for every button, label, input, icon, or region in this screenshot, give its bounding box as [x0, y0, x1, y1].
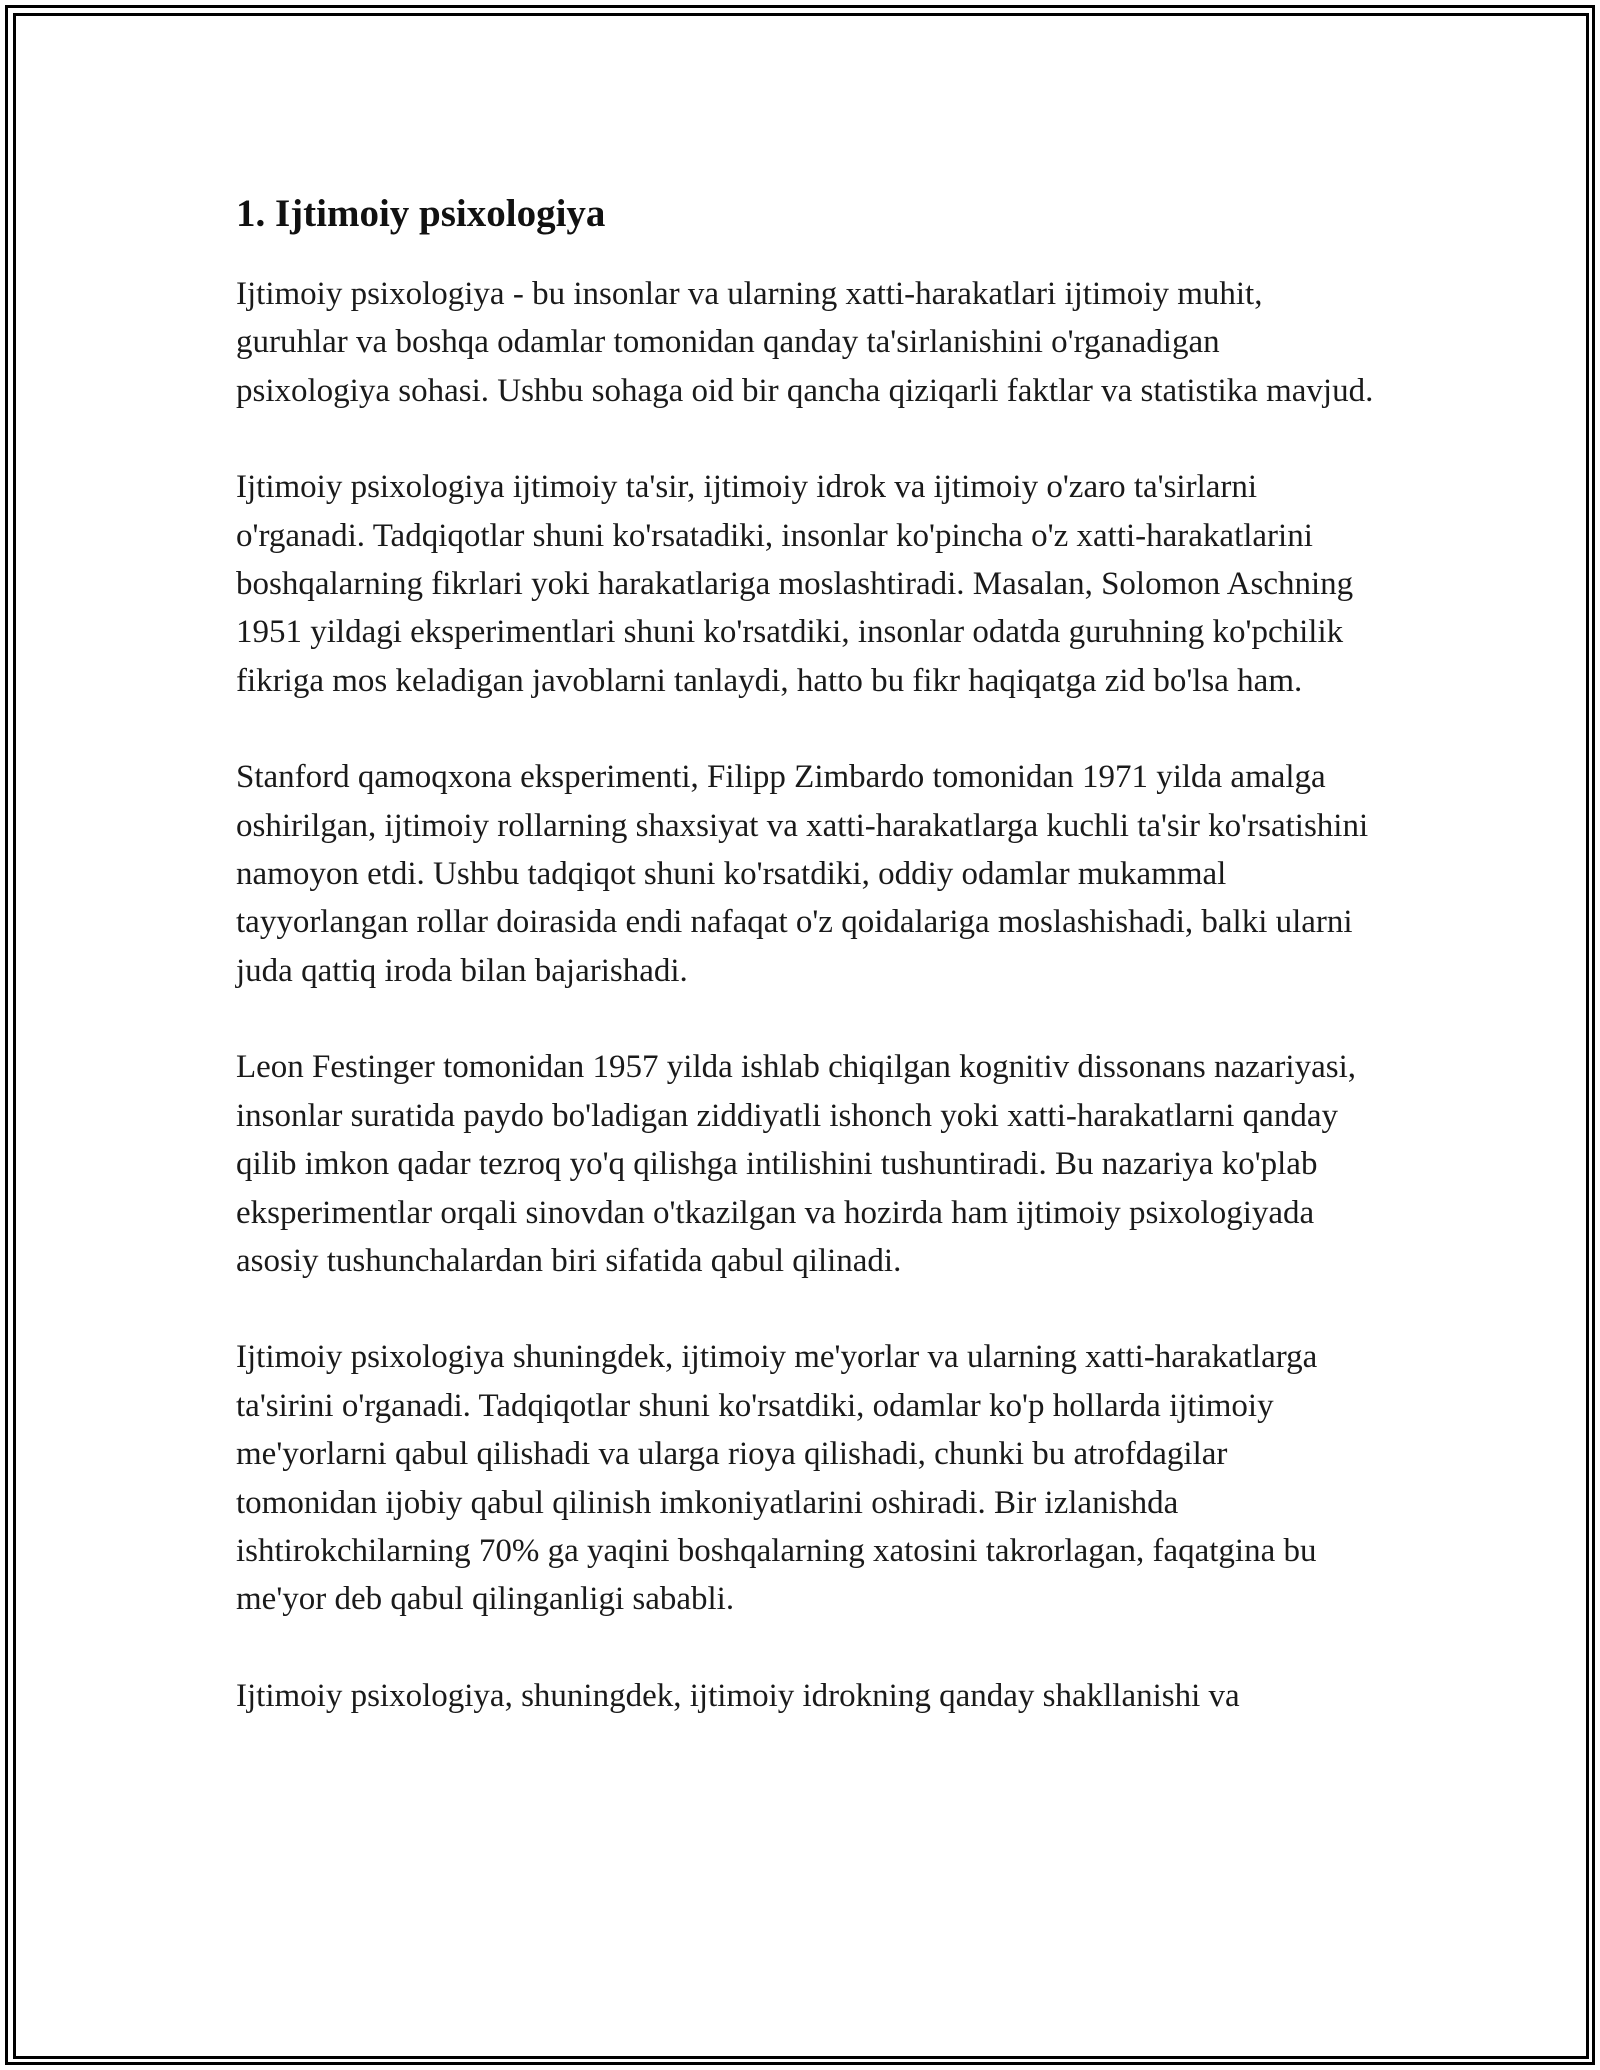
document-body	[236, 186, 1376, 1720]
paragraph-social-norms: Ijtimoiy psixologiya shuningdek, ijtimoiy me'yorlar va ularning xatti-harakatlarga ta'sirini o'rganadi. Tadqiqotlar shuni ko'rsatdiki, odamlar ko'p hollarda ijtimoiy me'yorlarni qabul qilishadi va ularga rioya qilishadi, chunki bu atrofdagilar tomonidan ijobiy qabul qilinish imkoniyatlarini oshiradi. Bir izlanishda ishtirokchilarning 70% ga yaqini boshqalarning xatosini takrorlagan, faqatgina bu me'yor deb qabul qilinganligi sababli.	[236, 1339, 1318, 1618]
section-heading: 1. Ijtimoiy psixologiya	[236, 192, 606, 235]
paragraph-stanford-experiment: Stanford qamoqxona eksperimenti, Filipp Zimbardo tomonidan 1971 yilda amalga oshirilgan, ijtimoiy rollarning shaxsiyat va xatti-harakatlarga kuchli ta'sir ko'rsatishini namoyon etdi. Ushbu tadqiqot shuni ko'rsatdiki, oddiy odamlar mukammal tayyorlangan rollar doirasida endi nafaqat o'z qoidalariga moslashishadi, balki ularni juda qattiq iroda bilan bajarishadi.	[236, 759, 1369, 989]
paragraph-intro: Ijtimoiy psixologiya - bu insonlar va ularning xatti-harakatlari ijtimoiy muhit, guruhlar va boshqa odamlar tomonidan qanday ta'sirlanishini o'rganadigan psixologiya sohasi. Ushbu sohaga oid bir qancha qiziqarli faktlar va statistika mavjud.	[236, 276, 1374, 409]
paragraph-asch-experiment: Ijtimoiy psixologiya ijtimoiy ta'sir, ijtimoiy idrok va ijtimoiy o'zaro ta'sirlarni o'rganadi. Tadqiqotlar shuni ko'rsatadiki, insonlar ko'pincha o'z xatti-harakatlarini boshqalarning fikrlari yoki harakatlariga moslashtiradi. Masalan, Solomon Aschning 1951 yildagi eksperimentlari shuni ko'rsatdiki, insonlar odatda guruhning ko'pchilik fikriga mos keladigan javoblarni tanlaydi, hatto bu fikr haqiqatga zid bo'lsa ham.	[236, 469, 1354, 699]
paragraph-social-perception: Ijtimoiy psixologiya, shuningdek, ijtimoiy idrokning qanday shakllanishi va	[236, 1677, 1240, 1714]
paragraph-cognitive-dissonance: Leon Festinger tomonidan 1957 yilda ishlab chiqilgan kognitiv dissonans nazariyasi, insonlar suratida paydo bo'ladigan ziddiyatli ishonch yoki xatti-harakatlarni qanday qilib imkon qadar tezroq yo'q qilishga intilishini tushuntiradi. Bu nazariya ko'plab eksperimentlar orqali sinovdan o'tkazilgan va hozirda ham ijtimoiy psixologiyada asosiy tushunchalardan biri sifatida qabul qilinadi.	[236, 1049, 1356, 1279]
